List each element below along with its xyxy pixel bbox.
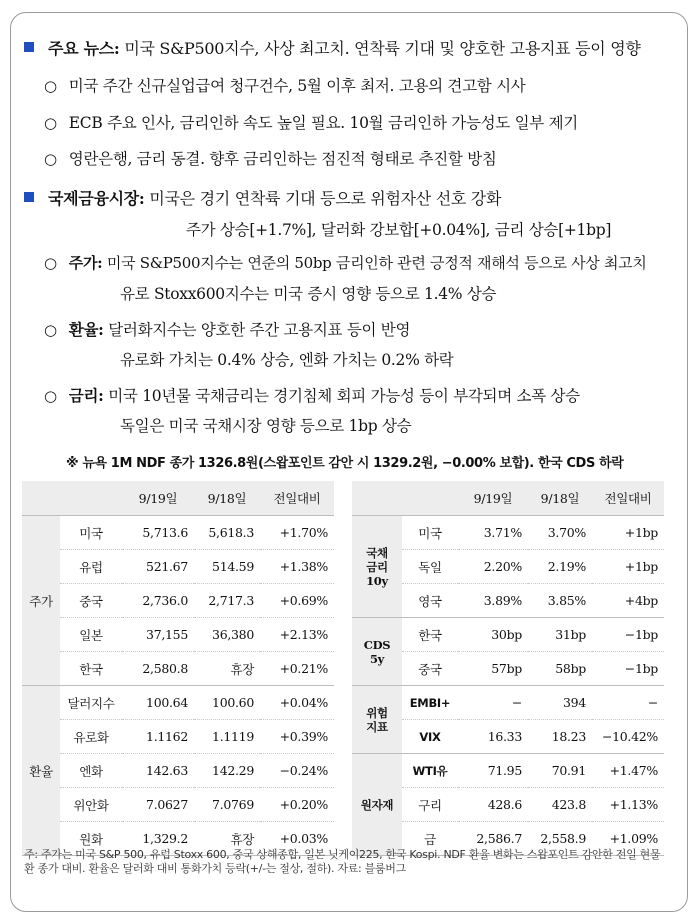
group-label: 환율 [22, 686, 60, 856]
left-market-table [22, 481, 334, 856]
value-current: 1,329.2 [122, 822, 194, 856]
value-previous: 3.70% [528, 516, 592, 550]
value-current: 521.67 [122, 550, 194, 584]
value-previous: 휴장 [194, 822, 260, 856]
table-row [352, 686, 664, 720]
value-change: +1bp [592, 516, 664, 550]
headline-bullet-3: ○ 영란은행, 금리 동결. 향후 금리인하는 점진적 형태로 추진할 방침 [44, 150, 497, 168]
value-previous: 휴장 [194, 652, 260, 686]
header-change: 전일대비 [260, 481, 334, 516]
value-change: −1bp [592, 652, 664, 686]
intl-subtext: 주가 상승[+1.7%], 달러화 강보합[+0.04%], 금리 상승[+1bp] [186, 221, 612, 239]
table-row [22, 584, 334, 618]
circle-bullet-icon: ○ [44, 77, 57, 95]
value-previous: 36,380 [194, 618, 260, 652]
square-bullet-icon [24, 192, 34, 202]
table-row [22, 686, 334, 720]
value-previous: 394 [528, 686, 592, 720]
value-current: 2,586.7 [458, 822, 528, 856]
row-label: 유럽 [60, 550, 122, 584]
intl-text: 미국은 경기 연착륙 기대 등으로 위험자산 선호 강화 [149, 189, 502, 208]
square-bullet-icon [24, 42, 34, 52]
row-label: 한국 [60, 652, 122, 686]
intl-item-fx: ○ 환율: 달러화지수는 양호한 주간 고용지표 등이 반영 [44, 320, 411, 339]
value-change: +4bp [592, 584, 664, 618]
value-current: 2,736.0 [122, 584, 194, 618]
header-date-2: 9/18일 [528, 481, 592, 516]
table-row [22, 618, 334, 652]
value-current: 142.63 [122, 754, 194, 788]
headline-bullet-1: ○ 미국 주간 신규실업급여 청구건수, 5월 이후 최저. 고용의 견고함 시사 [44, 77, 526, 95]
value-previous: 7.0769 [194, 788, 260, 822]
table-row [22, 550, 334, 584]
value-current: 3.71% [458, 516, 528, 550]
row-label: 한국 [402, 618, 458, 652]
row-label: 중국 [60, 584, 122, 618]
value-previous: 31bp [528, 618, 592, 652]
headline-label: 주요 뉴스: [48, 39, 120, 58]
headline-bullet-2: ○ ECB 주요 인사, 금리인하 속도 높일 필요. 10월 금리인하 가능성도 일부 제기 [44, 114, 578, 132]
header-date-2: 9/18일 [194, 481, 260, 516]
circle-bullet-icon: ○ [44, 321, 57, 339]
row-label: 미국 [60, 516, 122, 550]
row-label: 위안화 [60, 788, 122, 822]
intl-item-rate: ○ 금리: 미국 10년물 국채금리는 경기침체 회피 가능성 등이 부각되며 소폭 상승 [44, 386, 580, 405]
value-previous: 2,558.9 [528, 822, 592, 856]
value-previous: 18.23 [528, 720, 592, 754]
table-row [22, 788, 334, 822]
value-previous: 514.59 [194, 550, 260, 584]
table-row [352, 516, 664, 550]
row-label: 유로화 [60, 720, 122, 754]
value-change: +0.03% [260, 822, 334, 856]
value-change: +0.39% [260, 720, 334, 754]
value-current: 3.89% [458, 584, 528, 618]
value-change: +1.47% [592, 754, 664, 788]
intl-item-stock: ○ 주가: 미국 S&P500지수는 연준의 50bp 금리인하 관련 긍정적 재해석 등으로 사상 최고치 [44, 254, 647, 272]
value-previous: 70.91 [528, 754, 592, 788]
headline-text: 미국 S&P500지수, 사상 최고치. 연착륙 기대 및 양호한 고용지표 등이 영향 [124, 39, 641, 58]
row-label: EMBI+ [402, 686, 458, 720]
value-change: +1.09% [592, 822, 664, 856]
value-current: 2,580.8 [122, 652, 194, 686]
value-previous: 423.8 [528, 788, 592, 822]
group-label: 국채 금리 10y [352, 516, 402, 618]
value-previous: 3.85% [528, 584, 592, 618]
row-label: 미국 [402, 516, 458, 550]
table-row [352, 618, 664, 652]
value-current: 428.6 [458, 788, 528, 822]
table-row [22, 516, 334, 550]
header-date-1: 9/19일 [458, 481, 528, 516]
value-previous: 142.29 [194, 754, 260, 788]
group-label: 주가 [22, 516, 60, 686]
table-row [22, 652, 334, 686]
value-change: +1.38% [260, 550, 334, 584]
value-current: 2.20% [458, 550, 528, 584]
value-change: +1.13% [592, 788, 664, 822]
row-label: 독일 [402, 550, 458, 584]
row-label: VIX [402, 720, 458, 754]
value-change: +0.21% [260, 652, 334, 686]
value-previous: 2.19% [528, 550, 592, 584]
table-header-row [22, 481, 334, 516]
header-date-1: 9/19일 [122, 481, 194, 516]
ndf-note: ※ 뉴욕 1M NDF 종가 1326.8원(스왑포인트 감안 시 1329.2원, −0.00% 보합). 한국 CDS 하락 [66, 456, 624, 471]
value-current: − [458, 686, 528, 720]
value-change: +1bp [592, 550, 664, 584]
table-row [22, 720, 334, 754]
value-change: −1bp [592, 618, 664, 652]
value-previous: 100.60 [194, 686, 260, 720]
row-label: 엔화 [60, 754, 122, 788]
value-current: 30bp [458, 618, 528, 652]
row-label: 달러지수 [60, 686, 122, 720]
row-label: 중국 [402, 652, 458, 686]
row-label: WTI유 [402, 754, 458, 788]
circle-bullet-icon: ○ [44, 387, 57, 405]
table-header-row [352, 481, 664, 516]
row-label: 금 [402, 822, 458, 856]
table-row [352, 754, 664, 788]
group-label: 위험 지표 [352, 686, 402, 754]
row-label: 영국 [402, 584, 458, 618]
group-label: 원자재 [352, 754, 402, 856]
value-change: − [592, 686, 664, 720]
value-current: 7.0627 [122, 788, 194, 822]
row-label: 원화 [60, 822, 122, 856]
row-label: 구리 [402, 788, 458, 822]
headline-line [24, 36, 641, 59]
circle-bullet-icon: ○ [44, 114, 57, 132]
group-label: CDS 5y [352, 618, 402, 686]
row-label: 일본 [60, 618, 122, 652]
footnote: 주: 주가는 미국 S&P 500, 유럽 Stoxx 600, 중국 상해종합, 일본 닛케이225, 한국 Kospi. NDF 환율 변화는 스왑포인트 감안한 전일 현물환 종가 대비. 환율은 달러화 대비 통화가치 등락(+/-는 절상, 절하). 자료: 블룸버그 [24, 848, 661, 875]
circle-bullet-icon: ○ [44, 254, 57, 272]
intl-item-fx-sub: 유로화 가치는 0.4% 상승, 엔화 가치는 0.2% 하락 [120, 351, 454, 369]
intl-line [24, 186, 501, 209]
intl-item-rate-sub: 독일은 미국 국채시장 영향 등으로 1bp 상승 [120, 417, 412, 435]
header-change: 전일대비 [592, 481, 664, 516]
value-current: 37,155 [122, 618, 194, 652]
value-change: +0.69% [260, 584, 334, 618]
value-change: −10.42% [592, 720, 664, 754]
right-market-table [352, 481, 664, 856]
value-current: 1.1162 [122, 720, 194, 754]
value-previous: 1.1119 [194, 720, 260, 754]
value-current: 100.64 [122, 686, 194, 720]
circle-bullet-icon: ○ [44, 150, 57, 168]
value-current: 16.33 [458, 720, 528, 754]
value-change: +0.20% [260, 788, 334, 822]
intl-label: 국제금융시장: [48, 189, 145, 208]
value-current: 71.95 [458, 754, 528, 788]
intl-item-stock-sub: 유로 Stoxx600지수는 미국 증시 영향 등으로 1.4% 상승 [120, 285, 497, 303]
value-change: +1.70% [260, 516, 334, 550]
value-current: 5,713.6 [122, 516, 194, 550]
value-change: +0.04% [260, 686, 334, 720]
value-previous: 2,717.3 [194, 584, 260, 618]
value-change: +2.13% [260, 618, 334, 652]
table-row [22, 754, 334, 788]
value-current: 57bp [458, 652, 528, 686]
value-previous: 5,618.3 [194, 516, 260, 550]
value-previous: 58bp [528, 652, 592, 686]
value-change: −0.24% [260, 754, 334, 788]
